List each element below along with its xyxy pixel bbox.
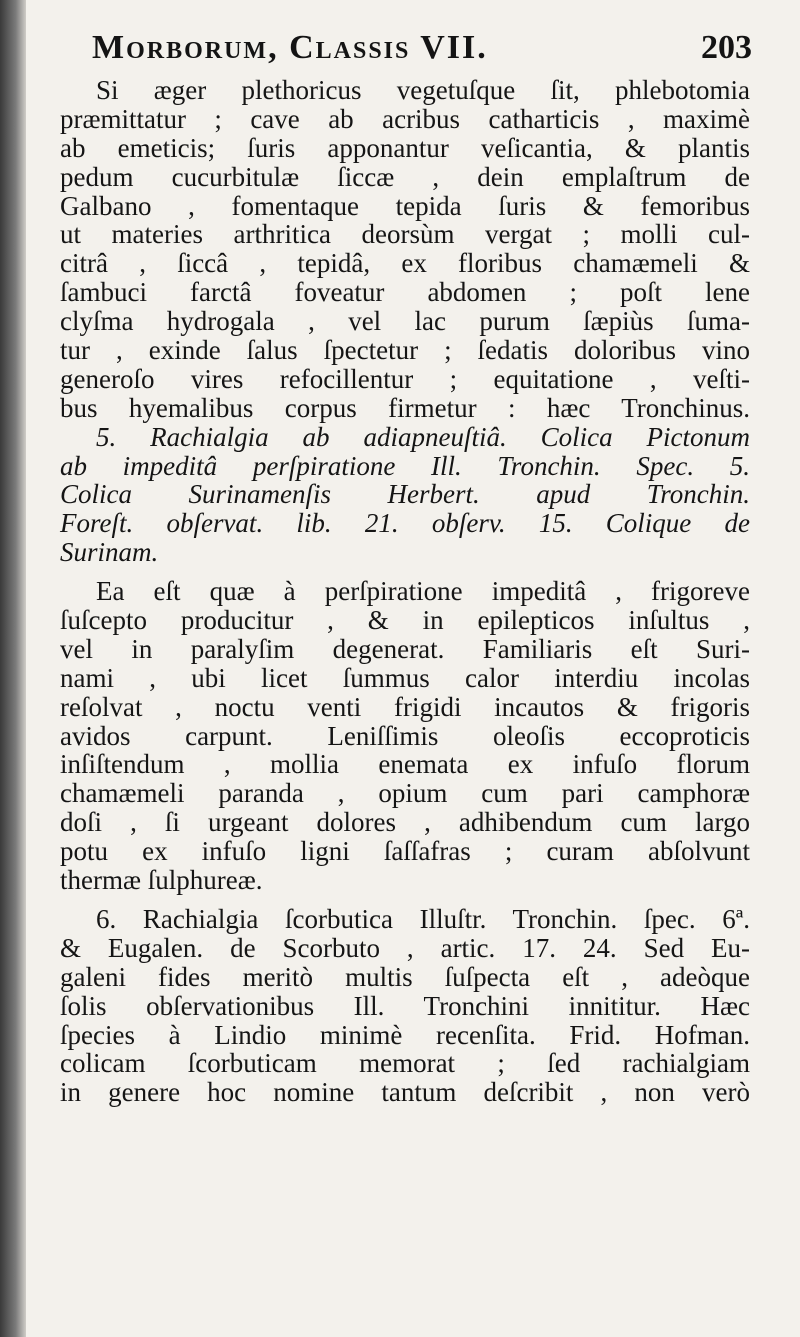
text-line: potu ex infuſo ligni ſaſſafras ; curam abſolvunt	[60, 836, 750, 867]
text-line: colicam ſcorbuticam memorat ; ſed rachialgiam	[60, 1048, 750, 1079]
text-line: chamæmeli paranda , opium cum pari camphoræ	[60, 778, 750, 809]
text-line: vel in paralyſim degenerat. Familiaris eſt Suri-	[60, 633, 750, 664]
text-line: Ea eſt quæ à perſpiratione impeditâ , frigoreve	[96, 576, 750, 607]
text-line: inſiſtendum , mollia enemata ex infuſo florum	[60, 749, 750, 780]
text-line: pedum cucurbitulæ ſiccæ , dein emplaſtrum de	[60, 161, 750, 192]
text-line: thermæ ſulphureæ.	[60, 865, 263, 896]
text-line: nami , ubi licet ſummus calor interdiu incolas	[60, 662, 750, 693]
text-line: & Eugalen. de Scorbuto , artic. 17. 24. Sed Eu-	[60, 932, 750, 963]
section-heading-line: Colica Surinamenſis Herbert. apud Tronchin.	[60, 479, 750, 510]
section-heading-line: ab impeditâ perſpiratione Ill. Tronchin. Spec. 5.	[60, 450, 750, 481]
book-spine-shadow	[0, 0, 26, 1337]
text-line: doſi , ſi urgeant dolores , adhibendum cum largo	[60, 807, 750, 838]
text-line: ut materies arthritica deorsùm vergat ; molli cul-	[60, 219, 750, 250]
text-line: bus hyemalibus corpus firmetur : hæc Tronchinus.	[60, 392, 750, 423]
text-line: ſolis obſervationibus Ill. Tronchini innititur. Hæc	[60, 990, 750, 1021]
text-line: ab emeticis; ſuris apponantur veſicantia, & plantis	[60, 132, 750, 163]
running-title: Morborum, Classis VII.	[92, 29, 488, 66]
text-line: galeni fides meritò multis ſuſpecta eſt , adeòque	[60, 961, 750, 992]
section-heading-line: 5. Rachialgia ab adiapneuſtiâ. Colica Pictonum	[96, 421, 750, 452]
text-line: generoſo vires refocillentur ; equitatione , veſti-	[60, 363, 750, 394]
text-line: Galbano , fomentaque tepida ſuris & femoribus	[60, 190, 750, 221]
page-number: 203	[701, 29, 752, 66]
text-line: citrâ , ſiccâ , tepidâ, ex floribus chamæmeli &	[60, 248, 750, 279]
section-heading-line: Foreſt. obſervat. lib. 21. obſerv. 15. Colique de	[60, 508, 750, 539]
page-body-text	[60, 76, 750, 1107]
section-heading-line: Surinam.	[60, 537, 159, 568]
text-line: avidos carpunt. Leniſſimis oleoſis eccoproticis	[60, 720, 750, 751]
text-line: reſolvat , noctu venti frigidi incautos & frigoris	[60, 691, 750, 722]
text-line: præmittatur ; cave ab acribus catharticis , maximè	[60, 103, 750, 134]
text-line: tur , exinde ſalus ſpectetur ; ſedatis doloribus vino	[60, 335, 750, 366]
text-line: in genere hoc nomine tantum deſcribit , non verò	[60, 1077, 750, 1108]
text-line: ſambuci farctâ foveatur abdomen ; poſt lene	[60, 277, 750, 308]
running-header	[92, 28, 752, 68]
text-line: ſuſcepto producitur , & in epilepticos inſultus ,	[60, 605, 750, 636]
text-line: 6. Rachialgia ſcorbutica Illuſtr. Tronchin. ſpec. 6ª.	[96, 903, 750, 934]
text-line: ſpecies à Lindio minimè recenſita. Frid. Hofman.	[60, 1019, 750, 1050]
text-line: Si æger plethoricus vegetuſque ſit, phlebotomia	[96, 75, 750, 105]
text-line: clyſma hydrogala , vel lac purum ſæpiùs ſuma-	[60, 306, 750, 337]
